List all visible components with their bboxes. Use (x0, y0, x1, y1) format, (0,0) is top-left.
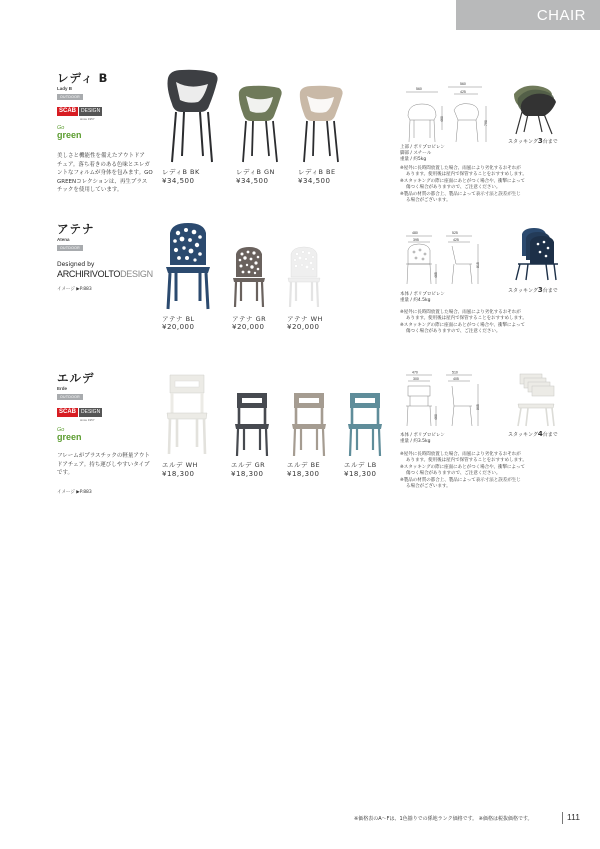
chair-name-lady-gn: レディB GN (236, 168, 275, 176)
chair-image-lady-gn (235, 84, 285, 164)
dim-atena-h2: 815 (476, 262, 480, 268)
product-sub-erde: Erde (57, 386, 68, 391)
dim-erde-w1: 470 (412, 370, 418, 375)
dim-erde-w4: 405 (453, 377, 459, 381)
chair-price-lady-be: ¥34,500 (298, 177, 331, 185)
scab-since: since 1957 (80, 418, 95, 422)
chair-image-atena-gr (229, 245, 269, 309)
go-green-logo: Go green (57, 427, 82, 442)
outdoor-tag: OUTDOOR (57, 94, 83, 100)
spec-erde: 本体 / ポリプロピレン 重量 / 約3.5kg (400, 433, 445, 445)
spec-lady: 上部 / ポリプロピレン 脚部 / スチール 重量 / 約5kg (400, 145, 445, 163)
dim-atena-w1: 480 (412, 231, 418, 235)
header-bar (456, 0, 600, 30)
chair-image-erde-lb (344, 390, 386, 458)
notes-atena: ※屋外に長時間放置した場合、雨風により劣化するおそれが あります。使用後は屋内で保管することをおすすめします。 ※スタッキングの際に座面にあとがつく場合や、衝撃によって 傷つく場合がありますので、ご注意ください。 (400, 310, 527, 335)
chair-name-erde-gr: エルデ GR (231, 461, 266, 469)
chair-price-erde-lb: ¥18,300 (344, 470, 377, 478)
chair-image-atena-wh (284, 245, 324, 309)
chair-image-lady-bk (162, 68, 222, 165)
page-number: 111 (567, 812, 580, 822)
scab-design-logo: SCAB DESIGN (59, 409, 101, 415)
dim-lady-h2: 790 (484, 120, 488, 126)
stacking-label-erde: スタッキング4台まで (508, 430, 558, 438)
dim-lady-h1: 460 (440, 116, 444, 122)
chair-name-erde-lb: エルデ LB (344, 461, 377, 469)
chair-image-erde-gr (231, 390, 273, 458)
dim-lady-w1: 560 (416, 87, 422, 91)
image-reference-link[interactable]: イメージ ▶P.883 (57, 287, 92, 292)
chair-image-lady-be (296, 84, 346, 164)
chair-name-atena-bl: アテナ BL (162, 315, 195, 323)
dim-atena-w4: 425 (453, 238, 459, 242)
chair-name-lady-be: レディB BE (298, 168, 336, 176)
designer-logo: ARCHIRIVOLTODESIGN (57, 269, 153, 279)
dimension-drawing-erde (398, 370, 490, 432)
dim-atena-w2: 395 (413, 238, 419, 242)
product-name-erde: エルデ (57, 371, 95, 385)
chair-image-atena-bl (160, 221, 216, 311)
stacking-label-lady: スタッキング3台まで (508, 137, 558, 145)
footer-price-note: ※価格表のA～Fは、1色揃りでの係地ランク価格です。 ※価格は税抜価格です。 (354, 816, 533, 822)
chair-price-atena-gr: ¥20,000 (232, 323, 265, 331)
product-description-lady: 美しさと機能性を備えたアウトドア チェア。落ち着きのある色味とエレガ ントなフォルムが身体を包みます。GO GREENコレクションは、再生プラス チックを使用しています。 (57, 153, 153, 194)
go-green-logo: Go green (57, 125, 82, 140)
chair-name-erde-be: エルデ BE (287, 461, 321, 469)
dim-erde-w3: 510 (452, 370, 458, 375)
notes-erde: ※屋外に長時間放置した場合、雨風により劣化するおそれが あります。使用後は屋内で保管することをおすすめします。 ※スタッキングの際に座面にあとがつく場合や、衝撃によって 傷つく場合がありますので、ご注意ください。 ※製品の材質の都合上、製品によって表示寸法と誤差が生じ る場合がございます。 (400, 452, 527, 490)
chair-price-atena-bl: ¥20,000 (162, 323, 195, 331)
dim-atena-w3: 525 (452, 231, 458, 235)
image-reference-link[interactable]: イメージ ▶P.883 (57, 490, 92, 495)
product-name-atena: アテナ (57, 222, 95, 236)
footer-divider (562, 812, 563, 824)
designed-by-label: Designed by (57, 261, 95, 268)
chair-price-erde-gr: ¥18,300 (231, 470, 264, 478)
chair-image-erde-be (288, 390, 330, 458)
chair-price-lady-gn: ¥34,500 (236, 177, 269, 185)
outdoor-tag: OUTDOOR (57, 394, 83, 400)
scab-since: since 1957 (80, 117, 95, 121)
chair-name-erde-wh: エルデ WH (162, 461, 198, 469)
scab-design-logo: SCAB DESIGN (59, 108, 101, 114)
notes-lady: ※屋外に長時間放置した場合、雨風により劣化するおそれが あります。使用後は屋内で保管することをおすすめします。 ※スタッキングの際に座面にあとがつく場合や、衝撃によって 傷つく場合がありますので、ご注意ください。 ※製品の材質の都合上、製品によって表示寸法と誤差が生じ る場合がございます。 (400, 166, 527, 204)
outdoor-tag: OUTDOOR (57, 245, 83, 251)
dim-atena-h1: 465 (434, 272, 438, 278)
product-description-erde: フレームがプラスチックの軽量アウト ドアチェア。持ち運びしやすいタイプ です。 (57, 453, 150, 477)
dimension-drawing-atena (398, 230, 490, 290)
chair-image-erde-wh (162, 371, 212, 456)
chair-price-lady-bk: ¥34,500 (162, 177, 195, 185)
dim-lady-w3: 425 (460, 90, 466, 94)
stacking-label-atena: スタッキング3台まで (508, 286, 558, 294)
dim-erde-h1: 460 (434, 414, 438, 420)
spec-atena: 本体 / ポリプロピレン 重量 / 約4.5kg (400, 292, 445, 304)
dim-erde-h2: 805 (476, 404, 480, 410)
stacking-image-erde (510, 372, 556, 428)
chair-price-erde-wh: ¥18,300 (162, 470, 195, 478)
chair-price-atena-wh: ¥20,000 (287, 323, 320, 331)
product-sub-lady: Lady B (57, 86, 73, 91)
chair-name-atena-gr: アテナ GR (232, 315, 267, 323)
product-sub-atena: Atena (57, 237, 70, 242)
chair-name-lady-bk: レディB BK (162, 168, 200, 176)
chair-name-atena-wh: アテナ WH (287, 315, 323, 323)
dimension-drawing-lady (398, 80, 490, 148)
product-name-lady: レディ B (57, 71, 109, 85)
page-category-title: CHAIR (536, 7, 586, 24)
stacking-image-atena (508, 226, 558, 282)
dim-erde-w2: 300 (413, 377, 419, 381)
chair-price-erde-be: ¥18,300 (287, 470, 320, 478)
stacking-image-lady (508, 80, 558, 136)
dim-lady-w2: 560 (460, 82, 466, 86)
